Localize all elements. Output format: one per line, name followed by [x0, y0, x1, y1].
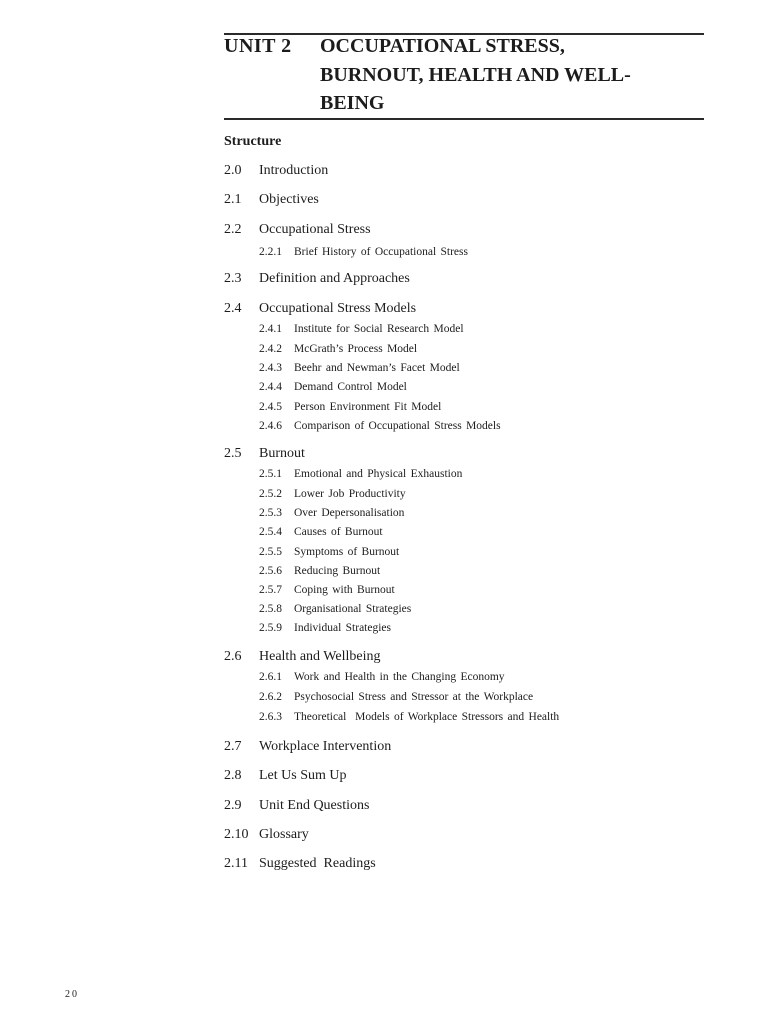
section-number: 2.9: [224, 798, 242, 813]
subsection-title: Psychosocial Stress and Stressor at the Workplace: [294, 691, 534, 703]
section-number: 2.2: [224, 222, 242, 237]
section-title: Health and Wellbeing: [259, 649, 381, 664]
section-title: Suggested Readings: [259, 856, 376, 871]
subsection-title: Individual Strategies: [294, 622, 391, 634]
subsection-number: 2.4.6: [259, 420, 282, 432]
unit-title: [320, 32, 631, 118]
unit-title-line: OCCUPATIONAL STRESS,: [320, 35, 565, 57]
unit-title-line: BURNOUT, HEALTH AND WELL-: [320, 63, 631, 86]
subsection-title: Symptoms of Burnout: [294, 546, 400, 558]
subsection-number: 2.5.3: [259, 507, 282, 519]
section-title: Unit End Questions: [259, 798, 370, 813]
subsection-number: 2.5.6: [259, 565, 282, 577]
section-title: Objectives: [259, 192, 319, 207]
toc-section: [0, 855, 768, 927]
subsection-number: 2.4.2: [259, 343, 282, 355]
subsection-number: 2.6.3: [259, 711, 282, 723]
subsection-title: Demand Control Model: [294, 381, 407, 393]
subsection-number: 2.4.4: [259, 381, 282, 393]
header-bottom-rule: [224, 118, 704, 120]
subsection-number: 2.5.2: [259, 488, 282, 500]
section-number: 2.8: [224, 768, 242, 783]
subsection-number: 2.2.1: [259, 246, 282, 258]
section-title: Burnout: [259, 446, 305, 461]
subsection-title: Reducing Burnout: [294, 565, 381, 577]
section-title: Introduction: [259, 163, 329, 178]
subsection-title: Lower Job Productivity: [294, 488, 406, 500]
subsection-title: Comparison of Occupational Stress Models: [294, 420, 501, 432]
subsection-title: Brief History of Occupational Stress: [294, 246, 468, 258]
section-number: 2.3: [224, 271, 242, 286]
subsection-number: 2.4.5: [259, 401, 282, 413]
subsection-number: 2.5.8: [259, 603, 282, 615]
section-title: Let Us Sum Up: [259, 768, 347, 783]
subsection-title: Beehr and Newman’s Facet Model: [294, 362, 460, 374]
subsection-number: 2.6.2: [259, 691, 282, 703]
subsection-title: Organisational Strategies: [294, 603, 412, 615]
subsection-title: Work and Health in the Changing Economy: [294, 671, 505, 683]
section-title: Workplace Intervention: [259, 739, 392, 754]
section-number: 2.1: [224, 192, 242, 207]
subsection-title: Over Depersonalisation: [294, 507, 405, 519]
subsection-number: 2.5.4: [259, 526, 282, 538]
section-number: 2.10: [224, 827, 249, 842]
subsection-number: 2.5.1: [259, 468, 282, 480]
subsection-title: Institute for Social Research Model: [294, 323, 464, 335]
section-number: 2.7: [224, 739, 242, 754]
subsection-number: 2.4.1: [259, 323, 282, 335]
section-number: 2.4: [224, 301, 242, 316]
section-number: 2.6: [224, 649, 242, 664]
section-title: Occupational Stress: [259, 222, 371, 237]
subsection-title: Coping with Burnout: [294, 584, 395, 596]
page-number: 20: [65, 989, 79, 1000]
subsection-title: Person Environment Fit Model: [294, 401, 442, 413]
subsection-number: 2.5.7: [259, 584, 282, 596]
subsection-number: 2.6.1: [259, 671, 282, 683]
structure-heading: Structure: [224, 134, 282, 149]
subsection-title: Causes of Burnout: [294, 526, 383, 538]
section-number: 2.11: [224, 856, 248, 871]
section-title: Definition and Approaches: [259, 271, 410, 286]
section-number: 2.0: [224, 163, 242, 178]
subsection-number: 2.4.3: [259, 362, 282, 374]
subsection-title: Emotional and Physical Exhaustion: [294, 468, 463, 480]
unit-title-line: BEING: [320, 92, 385, 114]
subsection-number: 2.5.5: [259, 546, 282, 558]
section-number: 2.5: [224, 446, 242, 461]
subsection-title: McGrath’s Process Model: [294, 343, 418, 355]
section-title: Occupational Stress Models: [259, 301, 417, 316]
subsection-number: 2.5.9: [259, 622, 282, 634]
unit-label: UNIT 2: [224, 35, 292, 57]
subsection-title: Theoretical Models of Workplace Stressors and Health: [294, 711, 560, 723]
section-title: Glossary: [259, 827, 309, 842]
